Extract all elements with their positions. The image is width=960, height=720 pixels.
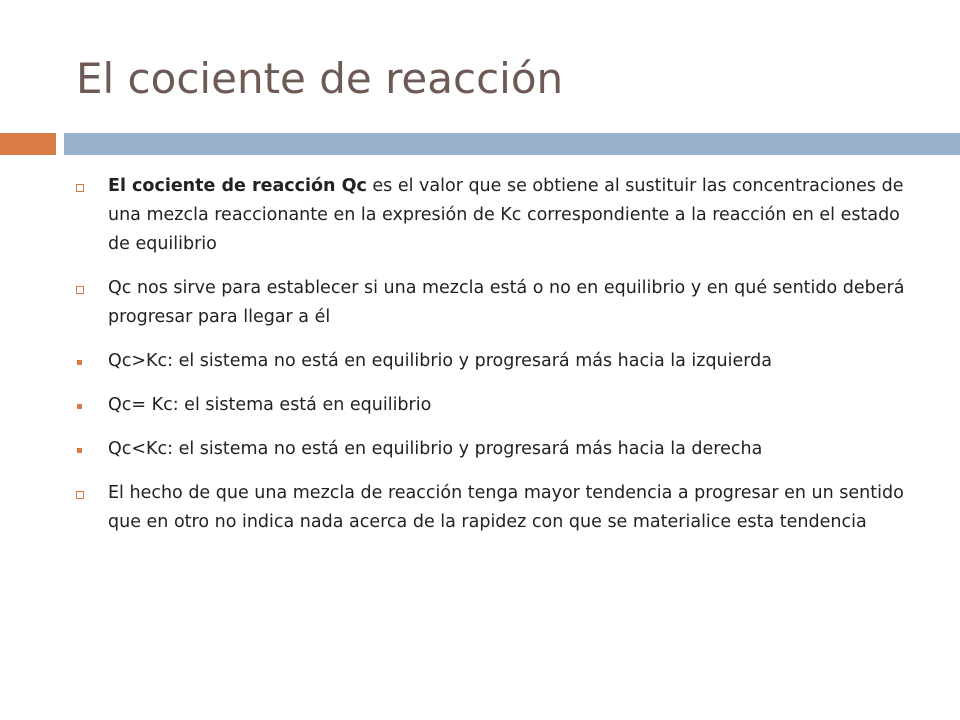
filled-square-icon: [77, 404, 82, 409]
vertical-divider: [58, 133, 61, 720]
bullet-item: [72, 391, 917, 420]
bullet-text: Qc= Kc: el sistema está en equilibrio: [108, 395, 432, 415]
bullet-text: Qc>Kc: el sistema no está en equilibrio y progresará más hacia la izquierda: [108, 351, 773, 371]
hollow-square-icon: [76, 184, 84, 192]
accent-bar-orange: [0, 133, 56, 155]
bullet-item: [72, 347, 917, 376]
bullet-list: [72, 172, 917, 552]
bullet-item: [72, 479, 917, 537]
bullet-text: El hecho de que una mezcla de reacción tenga mayor tendencia a progresar en un sentido que en otro no indica nada acerca de la rapidez con que se materialice esta tendencia: [108, 483, 904, 532]
bullet-text: es el valor que se obtiene al sustituir las concentraciones de una mezcla reaccionante en la expresión de Kc correspondiente a la reacción en el estado de equilibrio: [108, 176, 904, 254]
bullet-item: [72, 274, 917, 332]
accent-bar-blue: [64, 133, 960, 155]
bullet-text: Qc nos sirve para establecer si una mezcla está o no en equilibrio y en qué sentido deberá progresar para llegar a él: [108, 278, 905, 327]
bullet-bold-text: El cociente de reacción Qc: [108, 176, 367, 196]
bullet-item: [72, 435, 917, 464]
bullet-text: Qc<Kc: el sistema no está en equilibrio y progresará más hacia la derecha: [108, 439, 763, 459]
filled-square-icon: [77, 448, 82, 453]
hollow-square-icon: [76, 491, 84, 499]
slide-title: El cociente de reacción: [76, 54, 564, 103]
filled-square-icon: [77, 360, 82, 365]
hollow-square-icon: [76, 286, 84, 294]
bullet-item: [72, 172, 917, 259]
